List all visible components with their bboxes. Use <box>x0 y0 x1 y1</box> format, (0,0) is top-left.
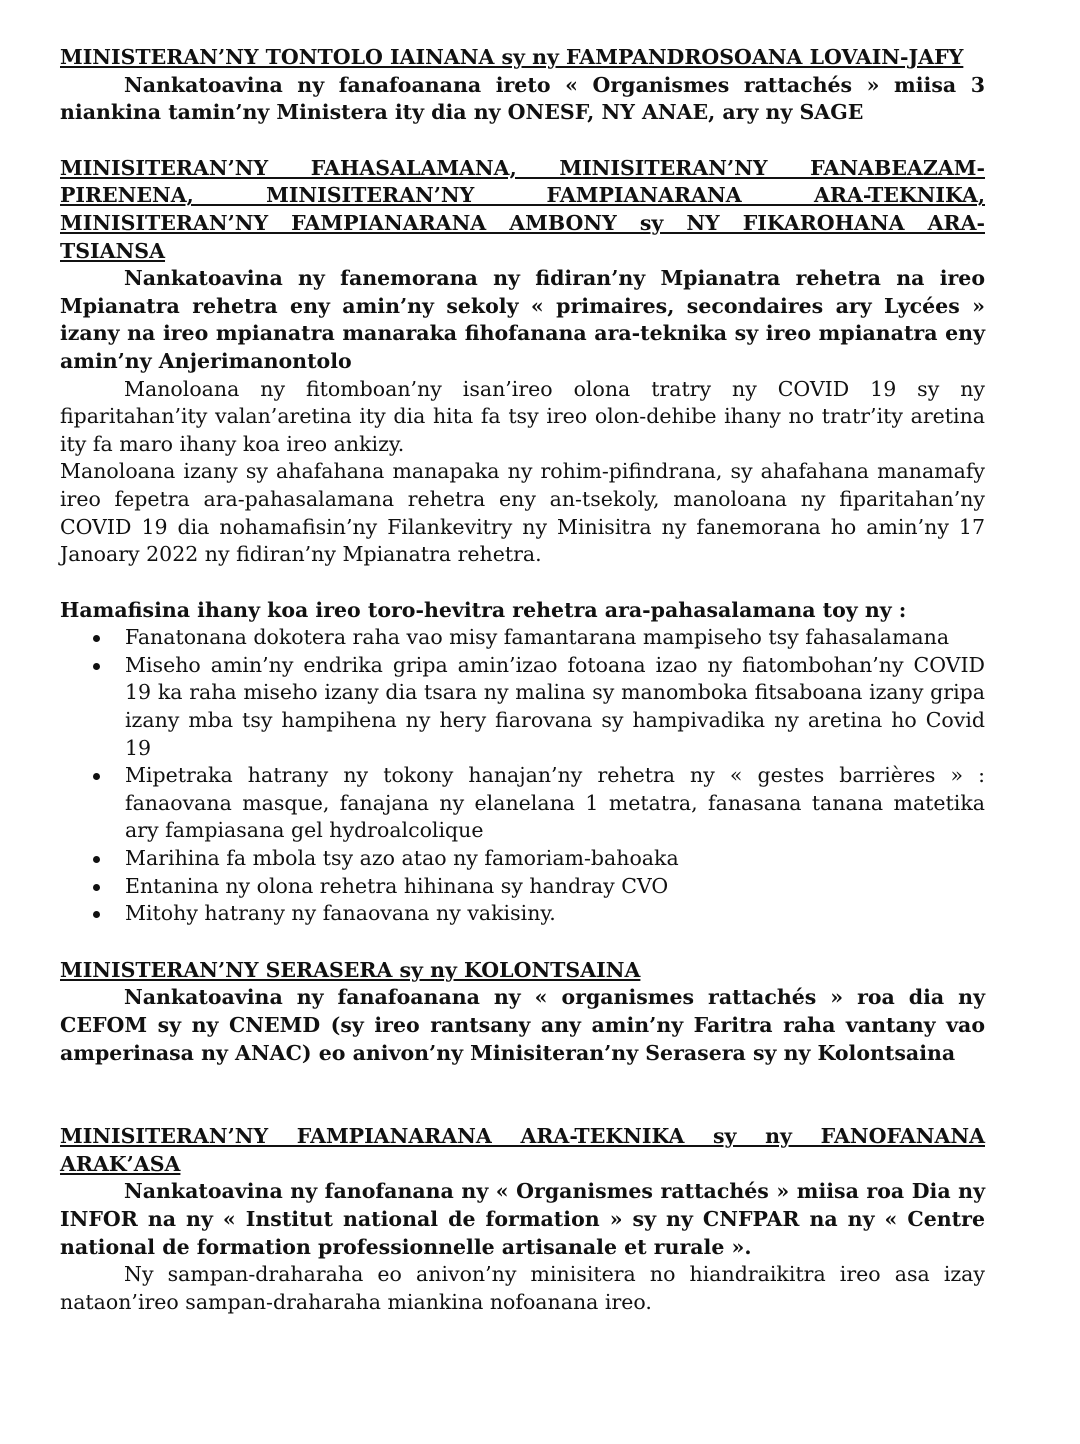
section-heading-communication-culture: MINISTERAN’NY SERASERA sy ny KOLONTSAINA <box>60 957 641 982</box>
section-health-education-decision: Nankatoavina ny fanemorana ny fidiran’ny Mpianatra rehetra na ireo Mpianatra rehetra eny amin’ny sekoly « primaires, secondaires ary Lycées » izany na ireo mpianatra manaraka fihofanana ara-teknika sy ireo mpianatra eny amin’ny Anjerimanontolo <box>60 266 985 373</box>
list-item <box>60 762 985 845</box>
section-heading-environment: MINISTERAN’NY TONTOLO IAINANA sy ny FAMPANDROSOANA LOVAIN-JAFY <box>60 45 964 69</box>
section-heading-health-education: MINISITERAN’NY FAHASALAMANA, MINISITERAN’NY FANABEAZAM-PIRENENA, MINISITERAN’NY FAMPIANARANA ARA-TEKNIKA, MINISITERAN’NY FAMPIANARANA AMBONY sy NY FIKAROHANA ARA-TSIANSA <box>60 155 985 263</box>
section-communication-culture-decision: Nankatoavina ny fanafoanana ny « organismes rattachés » roa dia ny CEFOM sy ny CNEMD (sy ireo rantsany any amin’ny Faritra raha vantany vao amperinasa ny ANAC) eo anivon’ny Minisiteran’ny Serasera sy ny Kolontsaina <box>60 985 985 1065</box>
section-technical-education-paragraph-1: Ny sampan-draharaha eo anivon’ny minisitera no hiandraikitra ireo asa izay nataon’ireo sampan-draharaha miankina nofoanana ireo. <box>60 1262 985 1314</box>
health-advice-list-title: Hamafisina ihany koa ireo toro-hevitra rehetra ara-pahasalamana toy ny : <box>60 597 907 622</box>
section-health-education-paragraph-2: Manoloana izany sy ahafahana manapaka ny rohim-pifindrana, sy ahafahana manamafy ireo fepetra ara-pahasalamana rehetra eny an-tsekoly, manoloana ny fiparitahan’ny COVID 19 dia nohamafisin’ny Filankevitry ny Minisitra ny fanemorana ho amin’ny 17 Janoary 2022 ny fidiran’ny Mpianatra rehetra. <box>60 459 985 567</box>
list-item-text: Entanina ny olona rehetra hihinana sy handray CVO <box>125 873 669 898</box>
document-page <box>60 44 985 1316</box>
section-health-education-paragraph-1: Manoloana ny fitomboan’ny isan’ireo olona tratry ny COVID 19 sy ny fiparitahan’ity valan’aretina ity dia hita fa tsy ireo olon-dehibe ihany no tratr’ity aretina ity fa maro ihany koa ireo ankizy. <box>60 376 985 456</box>
section-heading-technical-education: MINISITERAN’NY FAMPIANARANA ARA-TEKNIKA sy ny FANOFANANA ARAK’ASA <box>60 1124 985 1176</box>
list-item-text: Marihina fa mbola tsy azo atao ny famoriam-bahoaka <box>125 846 679 871</box>
list-item-text: Mipetraka hatrany ny tokony hanajan’ny rehetra ny « gestes barrières » : fanaovana masque, fanajana ny elanelana 1 metatra, fanasana tanana matetika ary fampiasana gel hydroalcolique <box>125 763 985 843</box>
list-item <box>60 873 985 901</box>
bullet-icon <box>93 635 100 642</box>
section-environment-decision: Nankatoavina ny fanafoanana ireto « Organismes rattachés » miisa 3 niankina tamin’ny Ministera ity dia ny ONESF, NY ANAE, ary ny SAGE <box>60 72 985 125</box>
list-item <box>60 845 985 873</box>
list-item <box>60 900 985 928</box>
bullet-icon <box>93 773 100 780</box>
list-item <box>60 652 985 762</box>
bullet-icon <box>93 856 100 863</box>
bullet-icon <box>93 663 100 670</box>
list-item-text: Miseho amin’ny endrika gripa amin’izao fotoana izao ny fiatombohan’ny COVID 19 ka raha miseho izany dia tsara ny malina sy manomboka fitsaboana izany gripa izany mba tsy hampihena ny hery fiarovana sy hampivadika ny aretina ho Covid 19 <box>125 652 985 760</box>
list-item <box>60 624 985 652</box>
list-item-text: Mitohy hatrany ny fanaovana ny vakisiny. <box>125 901 556 926</box>
section-technical-education-decision: Nankatoavina ny fanofanana ny « Organismes rattachés » miisa roa Dia ny INFOR na ny « Institut national de formation » sy ny CNFPAR na ny « Centre national de formation professionnelle artisanale et rurale ». <box>60 1179 985 1259</box>
list-item-text: Fanatonana dokotera raha vao misy famantarana mampiseho tsy fahasalamana <box>125 625 950 650</box>
bullet-icon <box>93 884 100 891</box>
health-advice-list <box>60 624 985 928</box>
bullet-icon <box>93 911 100 918</box>
